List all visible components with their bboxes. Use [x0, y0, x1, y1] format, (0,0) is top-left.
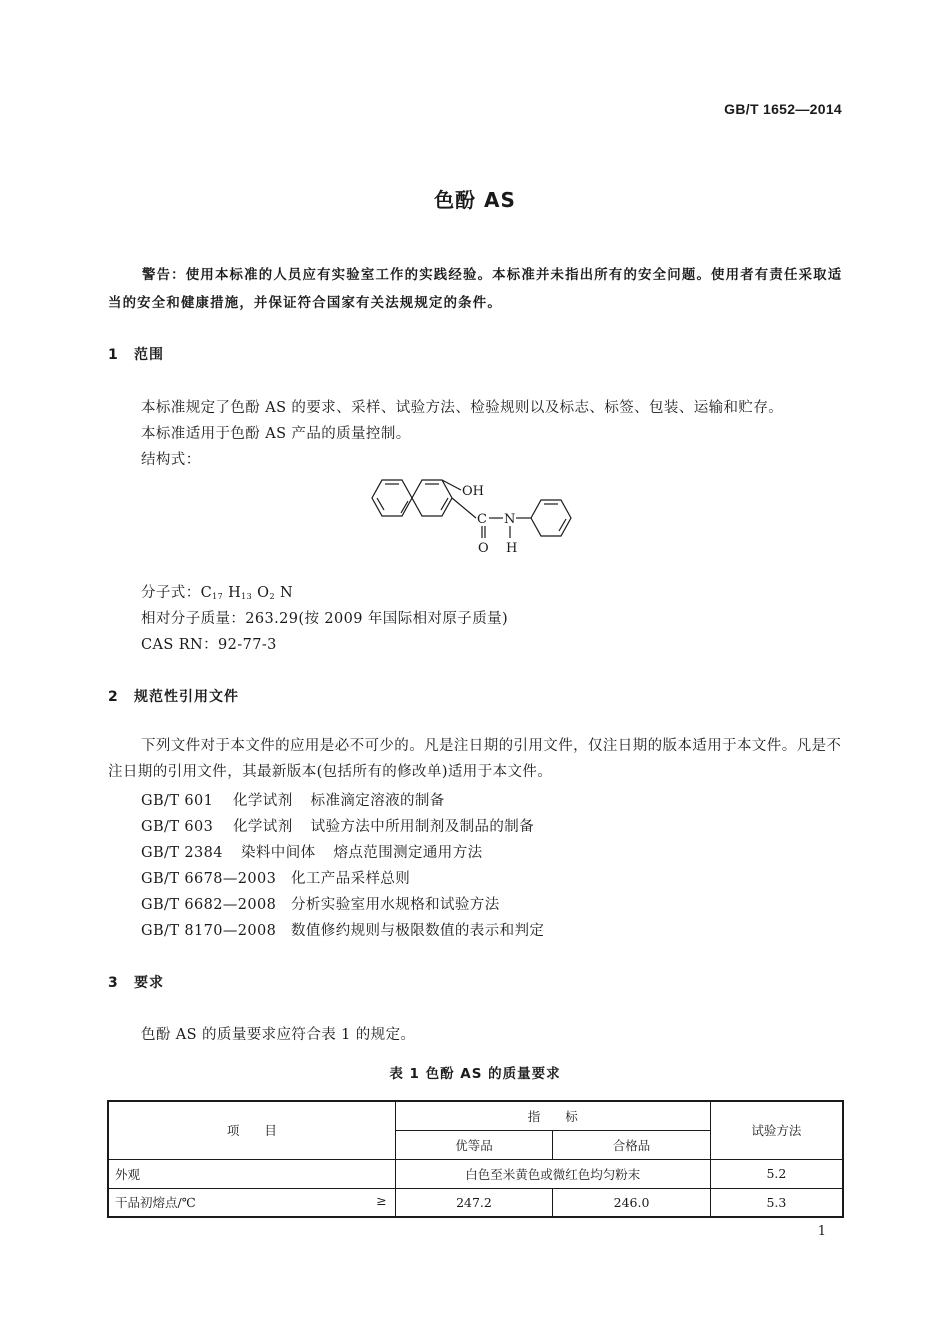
reference-title-part: 化学试剂 [233, 819, 293, 835]
reference-title-part: 分析实验室用水规格和试验方法 [291, 897, 500, 913]
table-header-row [108, 1101, 843, 1130]
header-method: 试验方法 [710, 1101, 843, 1159]
row-merged-value: 白色至米黄色或微红色均匀粉末 [395, 1159, 710, 1188]
hydrogen-label: H [506, 541, 518, 556]
reference-item [141, 789, 445, 810]
reference-title-part: 化工产品采样总则 [291, 871, 411, 887]
header-index: 指 标 [395, 1101, 710, 1130]
reference-item [141, 893, 500, 914]
standard-code: GB/T 1652—2014 [724, 101, 842, 117]
requirements-table [107, 1100, 844, 1218]
section-number: 2 [108, 689, 119, 705]
reference-item [141, 815, 534, 836]
header-item: 项 目 [108, 1101, 395, 1159]
relative-molecular-mass: 相对分子质量：263.29(按 2009 年国际相对原子质量) [141, 611, 509, 627]
table-row [108, 1159, 843, 1188]
row-method: 5.3 [710, 1188, 843, 1217]
formula-c: C [200, 585, 213, 601]
nitrogen-label: N [504, 512, 516, 527]
formula-label: 分子式： [141, 585, 201, 601]
reference-item [141, 867, 410, 888]
section-number: 3 [108, 975, 119, 991]
formula-o: O [257, 585, 270, 601]
reference-item [141, 919, 544, 940]
ring-middle [412, 480, 452, 516]
carbonyl-bond [452, 498, 476, 518]
reference-code: GB/T 6678—2003 [141, 871, 277, 887]
row-value-qualified: 246.0 [553, 1188, 711, 1217]
scope-paragraph-2: 本标准适用于色酚 AS 产品的质量控制。 [141, 426, 411, 442]
section-number: 1 [108, 347, 119, 363]
warning-paragraph: 警告：使用本标准的人员应有实验室工作的实践经验。本标准并未指出所有的安全问题。使用者有责任采取适当的安全和健康措施，并保证符合国家有关法规规定的条件。 [108, 268, 843, 311]
formula-n: N [279, 585, 294, 601]
header-grade-premium: 优等品 [395, 1130, 553, 1159]
formula-h-count: 13 [241, 592, 253, 601]
requirements-intro: 色酚 AS 的质量要求应符合表 1 的规定。 [141, 1027, 416, 1043]
ring-left [372, 480, 412, 516]
row-value-premium: 247.2 [395, 1188, 553, 1217]
reference-item [141, 841, 483, 862]
reference-code: GB/T 603 [141, 819, 214, 835]
header-grade-qualified: 合格品 [553, 1130, 711, 1159]
section-3-heading [108, 972, 164, 992]
reference-code: GB/T 601 [141, 793, 214, 809]
reference-code: GB/T 2384 [141, 845, 223, 861]
greater-equal-symbol: ≥ [376, 1193, 387, 1209]
row-item: 干品初熔点/℃ [115, 1195, 196, 1211]
reference-title-part: 试验方法中所用制剂及制品的制备 [310, 819, 535, 835]
formula-o-count: 2 [269, 592, 275, 601]
reference-title-part: 标准滴定溶液的制备 [310, 793, 445, 809]
section-1-heading [108, 344, 164, 364]
section-2-heading [108, 686, 239, 706]
reference-title-part: 熔点范围测定通用方法 [333, 845, 483, 861]
row-item-cell [108, 1188, 395, 1217]
formula-c-count: 17 [212, 592, 224, 601]
table-caption: 表 1 色酚 AS 的质量要求 [389, 1066, 561, 1082]
section-title: 规范性引用文件 [134, 689, 239, 705]
oxygen-label: O [478, 541, 489, 556]
structural-formula [355, 468, 595, 558]
formula-h: H [228, 585, 242, 601]
reference-code: GB/T 6682—2008 [141, 897, 277, 913]
cas-number: CAS RN：92-77-3 [141, 637, 277, 653]
document-title: 色酚 AS [434, 188, 516, 212]
reference-title-part: 染料中间体 [241, 845, 316, 861]
reference-title-part: 数值修约规则与极限数值的表示和判定 [291, 923, 545, 939]
scope-paragraph-1: 本标准规定了色酚 AS 的要求、采样、试验方法、检验规则以及标志、标签、包装、运输和贮存。 [141, 400, 784, 416]
page-number: 1 [817, 1224, 826, 1239]
table-row [108, 1188, 843, 1217]
section-title: 范围 [134, 347, 164, 363]
oh-label: OH [462, 484, 484, 499]
reference-code: GB/T 8170—2008 [141, 923, 277, 939]
reference-title-part: 化学试剂 [233, 793, 293, 809]
phenyl-ring [531, 500, 571, 536]
molecular-formula [141, 581, 293, 602]
section-title: 要求 [134, 975, 164, 991]
row-method: 5.2 [710, 1159, 843, 1188]
carbon-label: C [477, 512, 487, 527]
row-item: 外观 [108, 1159, 395, 1188]
structure-label: 结构式： [141, 452, 201, 468]
references-intro: 下列文件对于本文件的应用是必不可少的。凡是注日期的引用文件，仅注日期的版本适用于本文件。凡是不注日期的引用文件，其最新版本(包括所有的修改单)适用于本文件。 [108, 738, 842, 780]
